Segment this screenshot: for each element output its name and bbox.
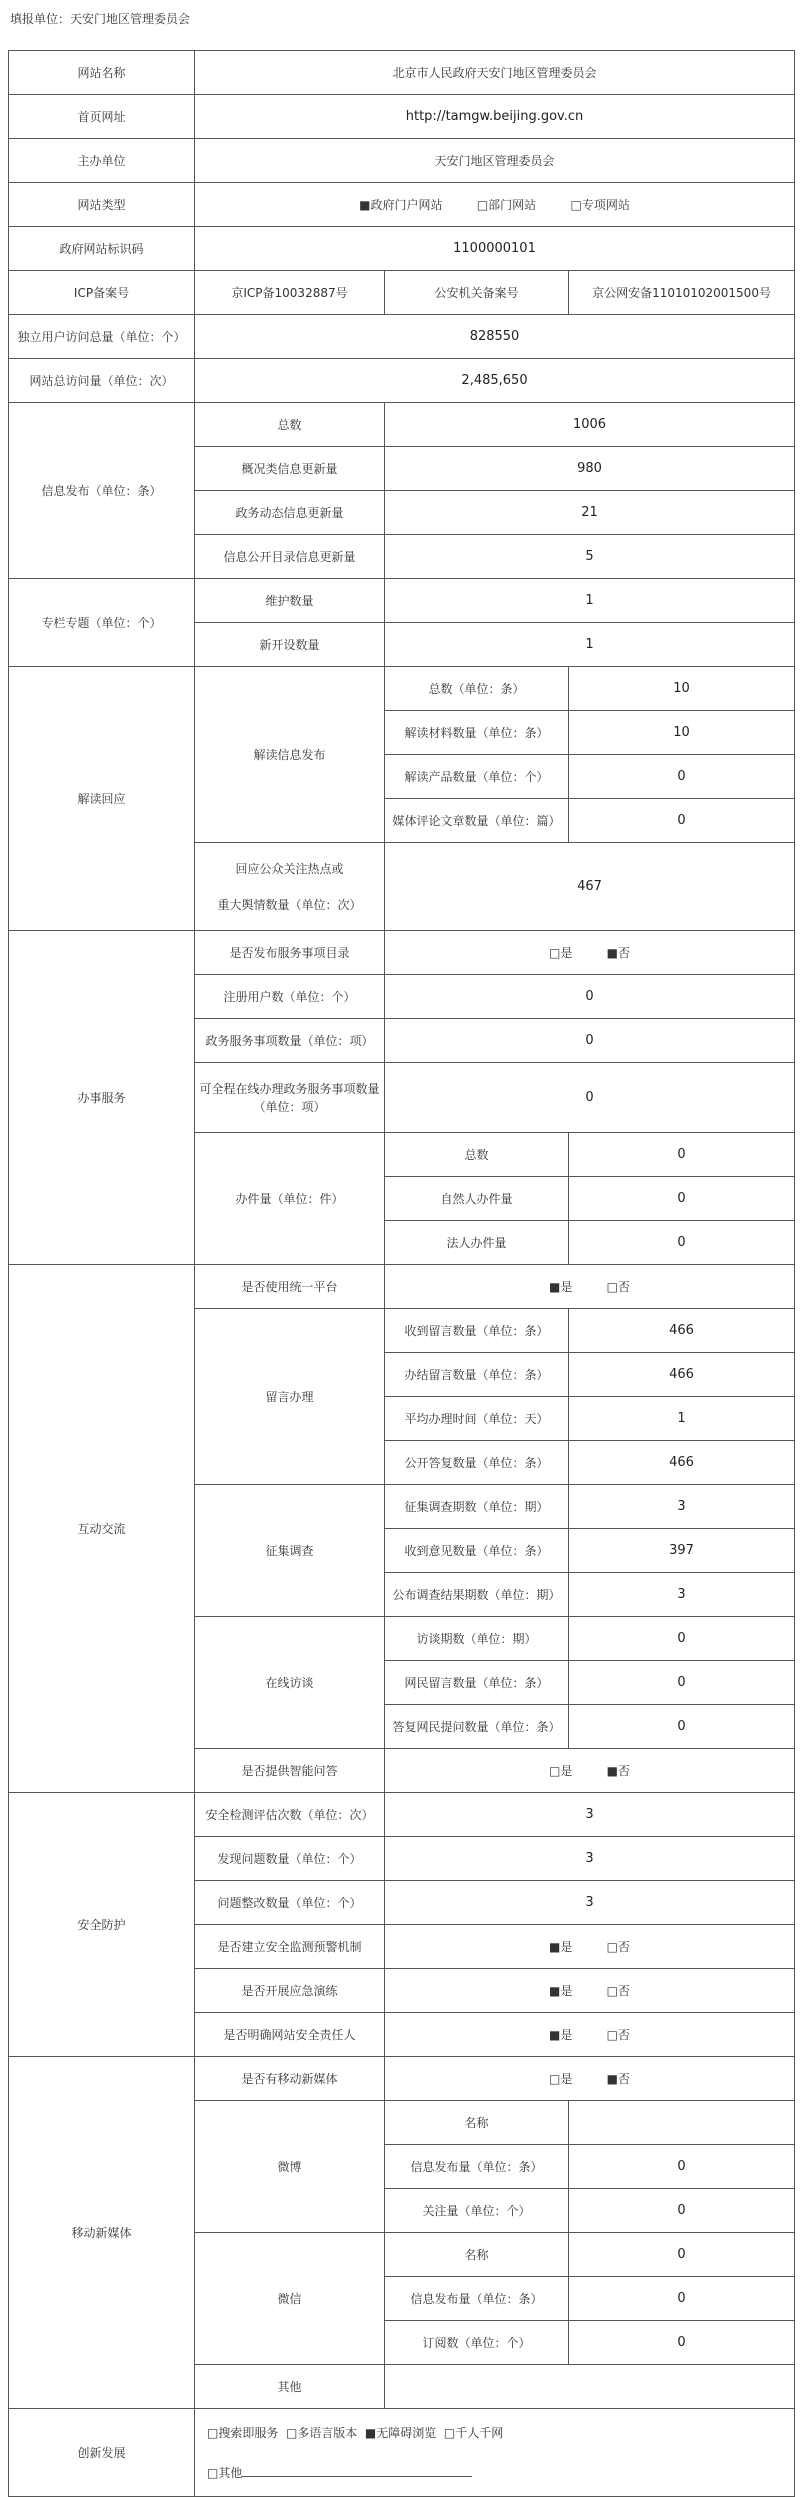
cell-value: 天安门地区管理委员会	[195, 139, 795, 183]
row-interp-total	[9, 667, 795, 711]
row-uv	[9, 315, 795, 359]
checkbox-no: □否	[606, 2027, 631, 2042]
row-topics-maintain	[9, 579, 795, 623]
cell-value: 467	[385, 843, 795, 931]
cell-value: 0	[569, 2233, 795, 2277]
cell-value: 466	[569, 1309, 795, 1353]
cell-label: 主办单位	[9, 139, 195, 183]
row-homepage	[9, 95, 795, 139]
checkbox-no: □否	[606, 1939, 631, 1954]
report-table	[8, 50, 795, 2497]
cell-value: 3	[569, 1485, 795, 1529]
checkbox-other: □其他	[207, 2465, 243, 2480]
section-mobile: 移动新媒体	[9, 2057, 195, 2409]
cell-label: 公布调查结果期数（单位：期）	[385, 1573, 569, 1617]
cell-label: 独立用户访问总量（单位：个）	[9, 315, 195, 359]
cell-value: 10	[569, 711, 795, 755]
cell-label: 微信	[195, 2233, 385, 2365]
innovation-checkboxes: □搜索即服务 □多语言版本 ■无障碍浏览 □千人千网	[207, 2425, 504, 2440]
row-site-name	[9, 51, 795, 95]
cell-label: 媒体评论文章数量（单位：篇）	[385, 799, 569, 843]
cell-label: 政府网站标识码	[9, 227, 195, 271]
section-security: 安全防护	[9, 1793, 195, 2057]
response-label-line-2: 重大舆情数量（单位：次）	[217, 897, 362, 912]
cell-value: 0	[569, 2189, 795, 2233]
checkbox-dept: □部门网站	[476, 197, 537, 212]
cell-value: 0	[385, 1063, 795, 1133]
section-interp: 解读回应	[9, 667, 195, 931]
cell-value: 21	[385, 491, 795, 535]
row-gov-id	[9, 227, 795, 271]
cell-value: 0	[569, 755, 795, 799]
section-info: 信息发布（单位：条）	[9, 403, 195, 579]
cell-value: 466	[569, 1353, 795, 1397]
cell-label: 是否发布服务事项目录	[195, 931, 385, 975]
cell-value	[385, 2057, 795, 2101]
cell-value: 京公网安备11010102001500号	[569, 271, 795, 315]
cell-label: 信息发布量（单位：条）	[385, 2145, 569, 2189]
filling-unit: 填报单位：天安门地区管理委员会	[10, 12, 191, 26]
checkbox-no: □否	[606, 1983, 631, 1998]
cell-value: 0	[569, 2145, 795, 2189]
cell-label: 信息公开目录信息更新量	[195, 535, 385, 579]
cell-label: 答复网民提问数量（单位：条）	[385, 1705, 569, 1749]
cell-value	[569, 2101, 795, 2145]
cell-value: 0	[569, 2277, 795, 2321]
row-site-type	[9, 183, 795, 227]
cell-label: 安全检测评估次数（单位：次）	[195, 1793, 385, 1837]
cell-label: 公开答复数量（单位：条）	[385, 1441, 569, 1485]
cell-value: 3	[385, 1793, 795, 1837]
cell-label: 网站名称	[9, 51, 195, 95]
cell-value: 0	[569, 2321, 795, 2365]
row-service-catalog	[9, 931, 795, 975]
cell-label: 订阅数（单位：个）	[385, 2321, 569, 2365]
checkbox-yes: ■是	[548, 1939, 573, 1954]
cell-value: 3	[385, 1837, 795, 1881]
cell-label: 其他	[195, 2365, 385, 2409]
site-type-options	[195, 183, 795, 227]
other-underline	[242, 2464, 472, 2477]
cell-value: 北京市人民政府天安门地区管理委员会	[195, 51, 795, 95]
homepage-link[interactable]: http://tamgw.beijing.gov.cn	[195, 95, 795, 139]
cell-value: 1006	[385, 403, 795, 447]
cell-label: 总数	[385, 1133, 569, 1177]
cell-value: 京ICP备10032887号	[195, 271, 385, 315]
checkbox-no: ■否	[606, 945, 631, 960]
cell-label: 解读产品数量（单位：个）	[385, 755, 569, 799]
cell-label: 是否有移动新媒体	[195, 2057, 385, 2101]
cell-label: 解读信息发布	[195, 667, 385, 843]
cell-label: 公安机关备案号	[385, 271, 569, 315]
section-topics: 专栏专题（单位：个）	[9, 579, 195, 667]
cell-value	[385, 2013, 795, 2057]
cell-value: 0	[569, 1617, 795, 1661]
cell-value	[385, 1265, 795, 1309]
cell-label: 留言办理	[195, 1309, 385, 1485]
row-innovation	[9, 2409, 795, 2497]
cell-value: 0	[569, 1133, 795, 1177]
cell-label: 法人办件量	[385, 1221, 569, 1265]
cell-value: 10	[569, 667, 795, 711]
cell-label: 发现问题数量（单位：个）	[195, 1837, 385, 1881]
cell-value	[385, 931, 795, 975]
cell-label: 关注量（单位：个）	[385, 2189, 569, 2233]
cell-value: 0	[569, 799, 795, 843]
cell-value: 0	[569, 1221, 795, 1265]
checkbox-yes: □是	[548, 1763, 573, 1778]
cell-label: 问题整改数量（单位：个）	[195, 1881, 385, 1925]
cell-label: 自然人办件量	[385, 1177, 569, 1221]
innovation-other	[207, 2464, 790, 2482]
cell-label: 解读材料数量（单位：条）	[385, 711, 569, 755]
innovation-options	[195, 2409, 795, 2497]
cell-label: 办件量（单位：件）	[195, 1133, 385, 1265]
cell-label: 网站类型	[9, 183, 195, 227]
cell-label: 是否开展应急演练	[195, 1969, 385, 2013]
cell-label: 注册用户数（单位：个）	[195, 975, 385, 1019]
cell-label: ICP备案号	[9, 271, 195, 315]
cell-value: 0	[569, 1661, 795, 1705]
checkbox-no: ■否	[606, 1763, 631, 1778]
cell-label: 是否使用统一平台	[195, 1265, 385, 1309]
checkbox-yes: ■是	[548, 2027, 573, 2042]
cell-label: 在线访谈	[195, 1617, 385, 1749]
checkbox-special: □专项网站	[570, 197, 630, 212]
cell-value: 466	[569, 1441, 795, 1485]
cell-value: 2,485,650	[195, 359, 795, 403]
cell-label: 总数	[195, 403, 385, 447]
checkbox-yes: □是	[548, 2071, 573, 2086]
checkbox-yes: ■是	[548, 1983, 573, 1998]
row-sponsor	[9, 139, 795, 183]
cell-label: 总数（单位：条）	[385, 667, 569, 711]
cell-value	[385, 1925, 795, 1969]
cell-label: 办结留言数量（单位：条）	[385, 1353, 569, 1397]
cell-value: 1	[385, 579, 795, 623]
cell-value: 0	[569, 1177, 795, 1221]
cell-label: 平均办理时间（单位：天）	[385, 1397, 569, 1441]
row-pv	[9, 359, 795, 403]
cell-label: 是否提供智能问答	[195, 1749, 385, 1793]
checkbox-yes: ■是	[548, 1279, 573, 1294]
cell-value: 0	[385, 1019, 795, 1063]
row-icp	[9, 271, 795, 315]
cell-label: 收到意见数量（单位：条）	[385, 1529, 569, 1573]
checkbox-gov-portal: ■政府门户网站	[359, 197, 443, 212]
cell-label: 首页网址	[9, 95, 195, 139]
cell-label: 名称	[385, 2101, 569, 2145]
cell-label: 政务服务事项数量（单位：项）	[195, 1019, 385, 1063]
checkbox-no: □否	[606, 1279, 631, 1294]
cell-label: 可全程在线办理政务服务事项数量（单位：项）	[195, 1063, 385, 1133]
cell-label: 政务动态信息更新量	[195, 491, 385, 535]
cell-label: 名称	[385, 2233, 569, 2277]
response-label-line-1: 回应公众关注热点或	[235, 861, 344, 876]
section-service: 办事服务	[9, 931, 195, 1265]
checkbox-yes: □是	[548, 945, 573, 960]
cell-value: 1100000101	[195, 227, 795, 271]
cell-value: 1	[385, 623, 795, 667]
cell-label: 网站总访问量（单位：次）	[9, 359, 195, 403]
row-mobile-has	[9, 2057, 795, 2101]
cell-value: 980	[385, 447, 795, 491]
cell-label: 收到留言数量（单位：条）	[385, 1309, 569, 1353]
row-info-total	[9, 403, 795, 447]
cell-label: 征集调查	[195, 1485, 385, 1617]
cell-label: 是否明确网站安全责任人	[195, 2013, 385, 2057]
cell-label: 征集调查期数（单位：期）	[385, 1485, 569, 1529]
cell-value: 5	[385, 535, 795, 579]
cell-label: 网民留言数量（单位：条）	[385, 1661, 569, 1705]
cell-value: 397	[569, 1529, 795, 1573]
cell-value: 3	[569, 1573, 795, 1617]
cell-value	[385, 2365, 795, 2409]
cell-value: 0	[385, 975, 795, 1019]
cell-label: 信息发布量（单位：条）	[385, 2277, 569, 2321]
cell-label: 访谈期数（单位：期）	[385, 1617, 569, 1661]
cell-value	[385, 1749, 795, 1793]
section-interact: 互动交流	[9, 1265, 195, 1793]
cell-label: 新开设数量	[195, 623, 385, 667]
cell-label: 维护数量	[195, 579, 385, 623]
cell-value	[385, 1969, 795, 2013]
cell-label	[195, 843, 385, 931]
cell-label: 是否建立安全监测预警机制	[195, 1925, 385, 1969]
cell-value: 1	[569, 1397, 795, 1441]
row-platform	[9, 1265, 795, 1309]
cell-value: 0	[569, 1705, 795, 1749]
cell-value: 828550	[195, 315, 795, 359]
section-innovation: 创新发展	[9, 2409, 195, 2497]
cell-label: 概况类信息更新量	[195, 447, 385, 491]
row-sec-eval	[9, 1793, 795, 1837]
cell-label: 微博	[195, 2101, 385, 2233]
checkbox-no: ■否	[606, 2071, 631, 2086]
cell-value: 3	[385, 1881, 795, 1925]
